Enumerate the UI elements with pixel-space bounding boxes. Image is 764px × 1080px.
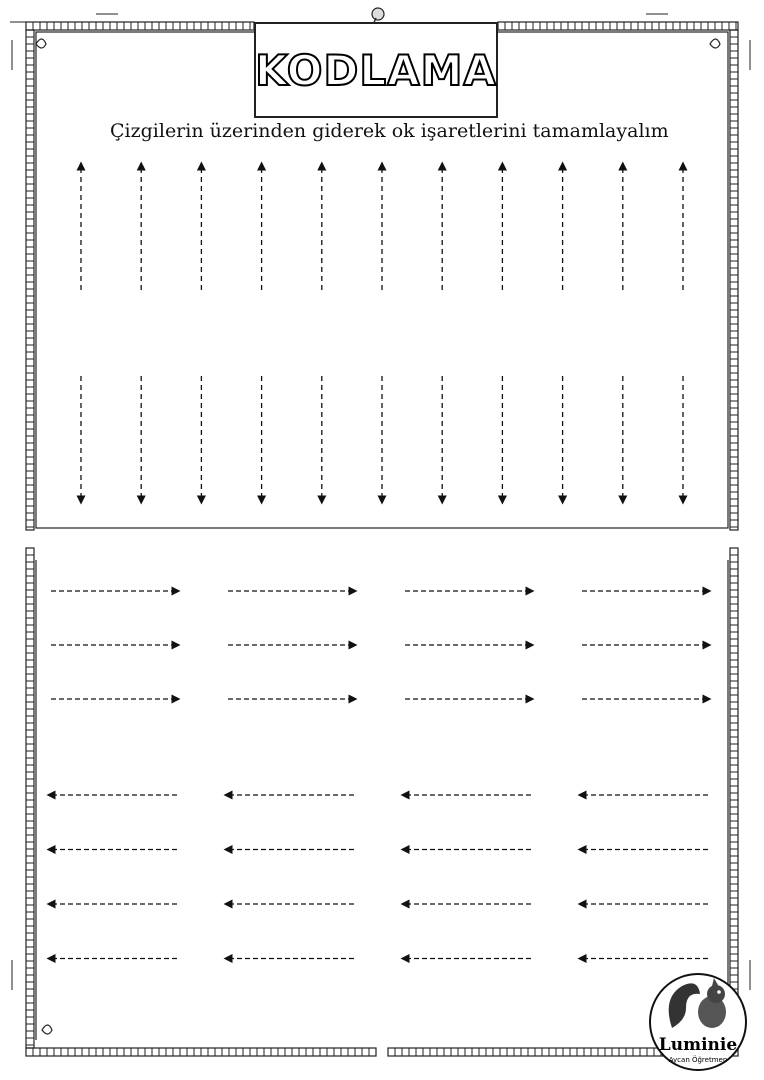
border-strip bbox=[730, 548, 738, 1048]
logo-subtitle: Aycan Öğretmen bbox=[668, 1056, 728, 1064]
right-arrow-rows bbox=[51, 591, 707, 699]
frame-decorations bbox=[10, 8, 750, 1034]
instruction-text: Çizgilerin üzerinden giderek ok işaretlerini tamamlayalım bbox=[110, 120, 669, 142]
left-arrow-rows bbox=[51, 795, 708, 959]
border-strip bbox=[730, 30, 738, 530]
border-strip bbox=[26, 22, 254, 30]
swirl-ornament bbox=[710, 39, 720, 48]
squirrel-head bbox=[707, 985, 725, 1003]
swirl-ornament bbox=[36, 39, 46, 48]
logo-name: Luminie bbox=[658, 1035, 738, 1055]
down-arrow-row bbox=[81, 376, 683, 500]
border-strip bbox=[26, 30, 34, 530]
title-box bbox=[254, 22, 498, 118]
up-arrow-row bbox=[81, 166, 683, 290]
squirrel-eye bbox=[717, 990, 721, 994]
swirl-ornament bbox=[42, 1025, 52, 1034]
page-title: KODLAMA bbox=[255, 45, 497, 95]
bottom-frame-border bbox=[26, 548, 738, 1056]
border-strip bbox=[498, 22, 738, 30]
pushpin-icon bbox=[372, 8, 384, 20]
border-strip bbox=[26, 548, 34, 1048]
